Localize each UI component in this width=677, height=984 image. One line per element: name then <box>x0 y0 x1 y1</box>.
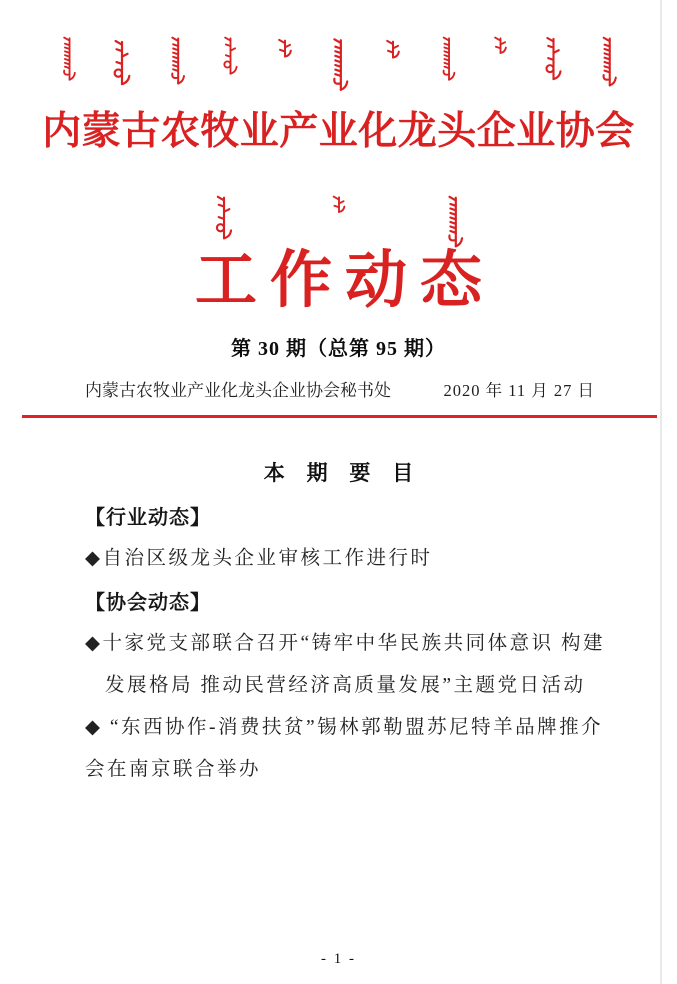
mongolian-script-row-middle <box>213 195 465 249</box>
mongolian-word-icon <box>328 36 350 94</box>
mongolian-word-icon <box>329 195 349 215</box>
publisher-row <box>85 376 595 401</box>
mongolian-word-icon <box>543 36 564 82</box>
mongolian-word-icon <box>166 36 187 86</box>
mongolian-script-row-top <box>58 36 620 96</box>
mongolian-word-icon <box>383 36 403 64</box>
publisher-name: 内蒙古农牧业产业化龙头企业协会秘书处 <box>85 381 391 401</box>
mongolian-word-icon <box>597 36 619 88</box>
mongolian-word-icon <box>443 195 465 249</box>
toc-section-label-industry: 【行业动态】 <box>85 507 211 530</box>
mongolian-word-icon <box>437 36 458 82</box>
toc-item-line: ◆ “东西协作-消费扶贫”锡林郭勒盟苏尼特羊品牌推介 <box>85 717 604 739</box>
toc-section-label-association: 【协会动态】 <box>85 592 211 615</box>
toc-item-line: ◆自治区级龙头企业审核工作进行时 <box>85 548 433 570</box>
mongolian-word-icon <box>213 195 235 241</box>
toc <box>0 457 677 783</box>
bulletin-title: 工作动态 <box>194 246 495 315</box>
toc-item-line-continuation: 会在南京联合举办 <box>85 759 262 781</box>
mongolian-word-icon <box>220 36 241 76</box>
page-edge-shadow <box>660 0 662 984</box>
mongolian-word-icon <box>275 36 295 62</box>
toc-item-line-continuation: 发展格局 推动民营经济高质量发展”主题党日活动 <box>105 675 586 697</box>
mongolian-word-icon <box>58 36 78 82</box>
mongolian-word-icon <box>491 36 510 56</box>
divider-rule <box>22 415 657 418</box>
toc-heading: 本 期 要 目 <box>263 462 422 486</box>
org-name-title: 内蒙古农牧业产业化龙头企业协会 <box>42 110 635 153</box>
mongolian-word-icon <box>111 36 133 90</box>
page-number: - 1 - <box>321 951 356 967</box>
issue-number: 第 30 期（总第 95 期） <box>231 338 446 361</box>
toc-item-line: ◆十家党支部联合召开“铸牢中华民族共同体意识 构建 <box>85 633 606 655</box>
publish-date: 2020 年 11 月 27 日 <box>443 381 595 401</box>
